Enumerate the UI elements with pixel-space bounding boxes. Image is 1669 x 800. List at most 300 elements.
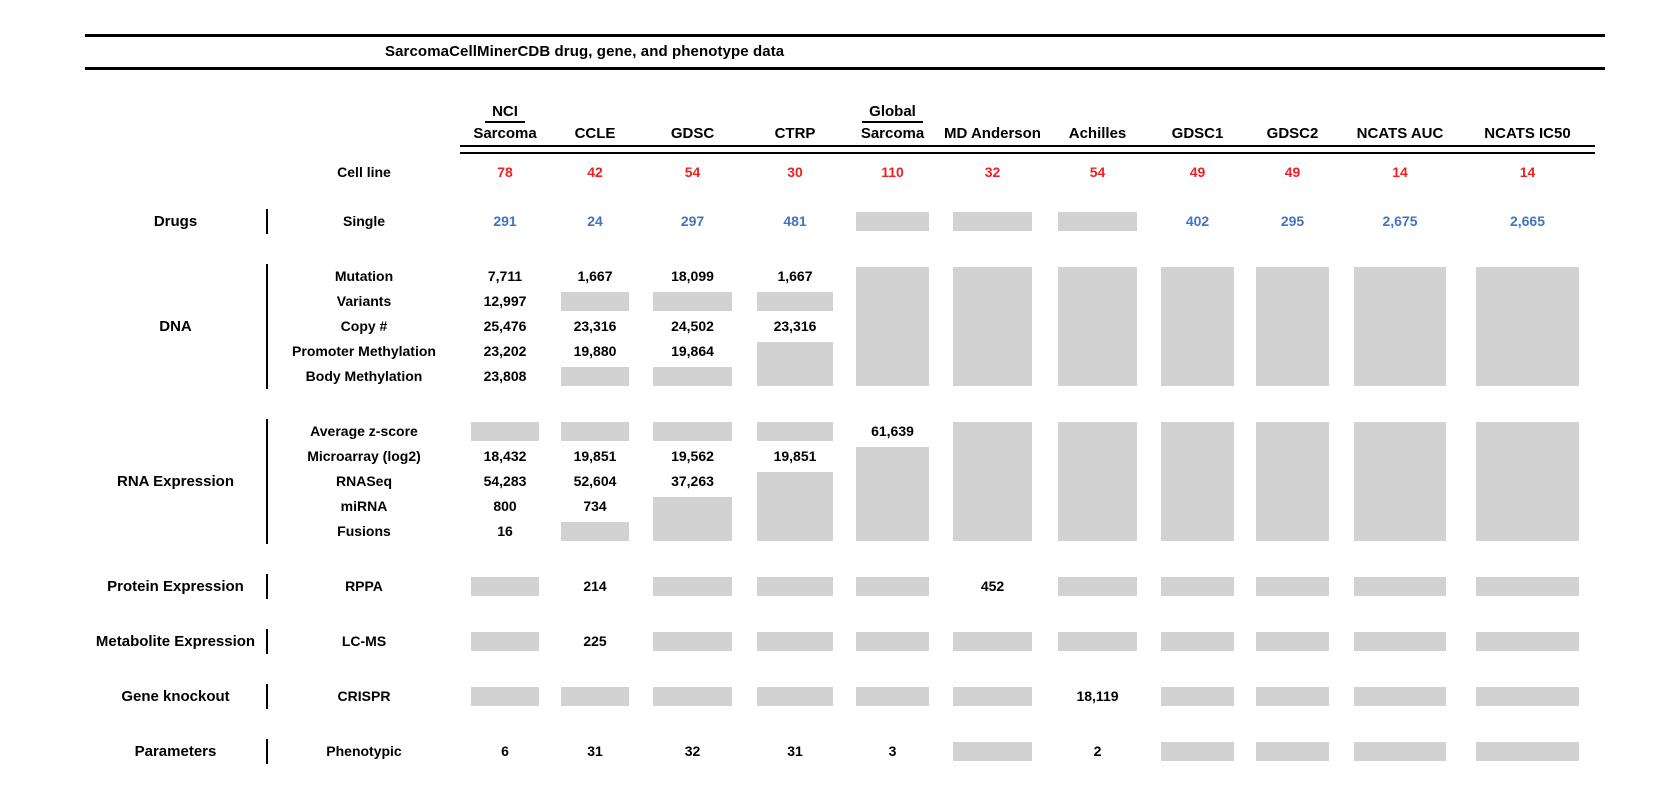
data-value: 49 <box>1189 164 1206 180</box>
missing-data-fill <box>1161 422 1233 541</box>
data-value: 16 <box>497 523 513 539</box>
missing-data-fill <box>757 577 833 596</box>
missing-data-box <box>845 444 940 544</box>
missing-data-box <box>550 419 640 444</box>
data-column <box>745 209 845 234</box>
missing-data-fill <box>561 522 629 541</box>
data-column <box>1340 629 1460 654</box>
data-column <box>550 684 640 709</box>
data-value: 24 <box>587 213 603 229</box>
missing-data-fill <box>1161 742 1233 761</box>
data-value: 78 <box>497 164 513 180</box>
missing-data-box <box>1340 419 1460 544</box>
data-value: 32 <box>684 743 701 759</box>
column-label: Achilles <box>1068 125 1127 142</box>
data-value: 42 <box>587 164 603 180</box>
missing-data-fill <box>653 367 733 386</box>
missing-data-box <box>1150 419 1245 544</box>
data-column <box>940 264 1045 389</box>
missing-data-box <box>640 684 745 709</box>
data-column <box>1460 739 1595 764</box>
missing-data-fill <box>856 577 928 596</box>
missing-data-box <box>745 339 845 389</box>
missing-data-fill <box>653 577 733 596</box>
data-column <box>1340 264 1460 389</box>
column-header-row <box>85 96 1605 154</box>
row-label: CRISPR <box>337 688 391 704</box>
data-column <box>1460 629 1595 654</box>
missing-data-fill <box>1476 632 1579 651</box>
missing-data-fill <box>953 422 1033 541</box>
missing-data-fill <box>1256 267 1328 386</box>
data-column <box>1045 739 1150 764</box>
missing-data-fill <box>757 632 833 651</box>
column-header <box>460 96 550 144</box>
missing-data-fill <box>1354 577 1445 596</box>
data-column <box>745 739 845 764</box>
data-column <box>1150 684 1245 709</box>
missing-data-fill <box>1058 212 1138 231</box>
row-label: RNASeq <box>335 473 392 489</box>
data-column <box>940 419 1045 544</box>
missing-data-fill <box>1354 267 1445 386</box>
data-column <box>845 264 940 389</box>
data-column <box>1045 419 1150 544</box>
data-value: 24,502 <box>671 318 714 334</box>
data-value: 19,851 <box>773 448 817 464</box>
missing-data-fill <box>1161 687 1233 706</box>
data-column <box>1045 629 1150 654</box>
data-column <box>460 209 550 234</box>
missing-data-fill <box>856 687 928 706</box>
column-header <box>940 96 1045 144</box>
data-column <box>640 419 745 544</box>
data-column <box>940 574 1045 599</box>
data-column <box>745 629 845 654</box>
data-column <box>1340 739 1460 764</box>
data-column <box>460 629 550 654</box>
missing-data-box <box>640 629 745 654</box>
column-header <box>550 96 640 144</box>
section-gene-knockout <box>85 680 1605 713</box>
data-column <box>640 684 745 709</box>
missing-data-fill <box>757 472 833 541</box>
missing-data-box <box>1340 684 1460 709</box>
missing-data-box <box>550 519 640 544</box>
data-column <box>1340 684 1460 709</box>
data-value: 110 <box>881 164 904 180</box>
missing-data-box <box>460 684 550 709</box>
column-header <box>845 96 940 144</box>
missing-data-box <box>640 494 745 544</box>
data-column <box>640 574 745 599</box>
data-value: 23,808 <box>483 368 527 384</box>
data-value: 54 <box>1089 164 1106 180</box>
data-value: 37,263 <box>671 473 714 489</box>
missing-data-fill <box>471 687 539 706</box>
data-value: 14 <box>1519 164 1536 180</box>
figure-table <box>85 0 1605 768</box>
row-label: Microarray (log2) <box>307 448 421 464</box>
row-label: Phenotypic <box>326 743 402 759</box>
column-label: NCATS AUC <box>1356 125 1444 142</box>
data-sections <box>85 205 1605 768</box>
row-label: Fusions <box>337 523 391 539</box>
data-value: 225 <box>583 633 607 649</box>
row-label: RPPA <box>345 578 383 594</box>
missing-data-fill <box>1354 422 1445 541</box>
category-label: Gene knockout <box>85 684 268 709</box>
missing-data-fill <box>471 577 539 596</box>
data-column <box>1460 684 1595 709</box>
missing-data-box <box>1045 629 1150 654</box>
missing-data-box <box>1245 629 1340 654</box>
data-value: 2,665 <box>1509 213 1546 229</box>
missing-data-box <box>1150 629 1245 654</box>
missing-data-box <box>745 419 845 444</box>
missing-data-box <box>845 209 940 234</box>
title-band <box>85 34 1605 70</box>
column-label: Sarcoma <box>860 125 925 142</box>
missing-data-fill <box>1256 632 1328 651</box>
missing-data-box <box>640 364 745 389</box>
data-column <box>1150 209 1245 234</box>
column-header <box>745 96 845 144</box>
missing-data-fill <box>1058 267 1138 386</box>
data-column <box>1460 574 1595 599</box>
missing-data-box <box>845 629 940 654</box>
data-column <box>1245 684 1340 709</box>
column-label: NCATS IC50 <box>1484 125 1571 142</box>
missing-data-box <box>1340 574 1460 599</box>
missing-data-box <box>640 289 745 314</box>
missing-data-fill <box>757 422 833 441</box>
data-column <box>940 684 1045 709</box>
missing-data-box <box>1460 574 1595 599</box>
data-value: 295 <box>1280 213 1305 229</box>
missing-data-box <box>1045 574 1150 599</box>
data-column <box>640 209 745 234</box>
data-column <box>1150 739 1245 764</box>
data-value: 7,711 <box>487 268 523 284</box>
column-label: CCLE <box>574 125 616 142</box>
missing-data-fill <box>1476 687 1579 706</box>
missing-data-fill <box>1354 632 1445 651</box>
missing-data-box <box>745 469 845 544</box>
column-group-label: NCI <box>485 103 525 123</box>
missing-data-fill <box>953 687 1033 706</box>
data-column <box>845 739 940 764</box>
row-label: Body Methylation <box>305 368 423 384</box>
missing-data-box <box>1150 264 1245 389</box>
missing-data-fill <box>856 212 928 231</box>
column-header <box>1340 96 1460 144</box>
row-label: Single <box>342 213 385 229</box>
data-value: 291 <box>493 213 517 229</box>
section-parameters <box>85 735 1605 768</box>
row-label: Variants <box>336 293 392 309</box>
missing-data-fill <box>561 687 629 706</box>
cell-line-row <box>85 160 1605 185</box>
missing-data-box <box>1245 574 1340 599</box>
data-column <box>845 419 940 544</box>
category-label: RNA Expression <box>85 419 268 544</box>
missing-data-fill <box>653 497 733 541</box>
header-double-rule <box>460 145 1595 154</box>
missing-data-box <box>745 289 845 314</box>
missing-data-fill <box>1161 577 1233 596</box>
data-value: 3 <box>888 743 897 759</box>
data-column <box>1460 264 1595 389</box>
data-value: 481 <box>783 213 807 229</box>
data-column <box>1245 264 1340 389</box>
missing-data-box <box>940 684 1045 709</box>
missing-data-box <box>1460 419 1595 544</box>
data-value: 31 <box>587 743 603 759</box>
missing-data-box <box>1245 264 1340 389</box>
data-column <box>845 574 940 599</box>
missing-data-box <box>1150 574 1245 599</box>
row-label: Mutation <box>334 268 394 284</box>
missing-data-box <box>1245 419 1340 544</box>
missing-data-box <box>745 684 845 709</box>
data-value: 14 <box>1392 164 1408 180</box>
data-value: 52,604 <box>573 473 617 489</box>
data-value: 1,667 <box>577 268 613 284</box>
data-column <box>1150 574 1245 599</box>
data-value: 23,316 <box>773 318 817 334</box>
missing-data-fill <box>757 342 833 386</box>
category-label: Metabolite Expression <box>85 629 268 654</box>
missing-data-box <box>745 574 845 599</box>
missing-data-box <box>845 684 940 709</box>
data-column <box>1460 419 1595 544</box>
data-value: 12,997 <box>483 293 527 309</box>
missing-data-box <box>745 629 845 654</box>
data-column <box>1045 264 1150 389</box>
missing-data-box <box>1340 629 1460 654</box>
missing-data-fill <box>561 422 629 441</box>
data-column <box>940 209 1045 234</box>
data-value: 6 <box>501 743 509 759</box>
data-value: 49 <box>1284 164 1301 180</box>
row-label: Promoter Methylation <box>292 343 436 359</box>
data-value: 297 <box>680 213 705 229</box>
data-value: 734 <box>583 498 607 514</box>
missing-data-box <box>1460 629 1595 654</box>
missing-data-box <box>1045 419 1150 544</box>
category-label: DNA <box>85 264 268 389</box>
missing-data-fill <box>1354 742 1445 761</box>
missing-data-fill <box>1256 422 1328 541</box>
data-value: 19,562 <box>671 448 714 464</box>
column-header <box>640 96 745 144</box>
missing-data-fill <box>1256 577 1328 596</box>
missing-data-box <box>460 629 550 654</box>
missing-data-fill <box>1354 687 1445 706</box>
missing-data-fill <box>561 292 629 311</box>
data-value: 19,880 <box>573 343 617 359</box>
column-label: CTRP <box>774 125 816 142</box>
figure-title: SarcomaCellMinerCDB drug, gene, and phenotype data <box>385 43 785 60</box>
missing-data-box <box>940 209 1045 234</box>
row-label: LC-MS <box>341 633 387 649</box>
data-column <box>550 739 640 764</box>
column-label: Sarcoma <box>473 125 537 142</box>
data-value: 800 <box>493 498 517 514</box>
data-value: 2 <box>1093 743 1102 759</box>
data-column <box>1045 574 1150 599</box>
data-column <box>845 684 940 709</box>
data-column <box>460 739 550 764</box>
data-value: 1,667 <box>777 268 813 284</box>
data-column <box>1150 264 1245 389</box>
data-column <box>1045 209 1150 234</box>
missing-data-box <box>940 629 1045 654</box>
data-column <box>460 264 550 389</box>
data-column <box>640 629 745 654</box>
missing-data-fill <box>1058 422 1138 541</box>
data-value: 25,476 <box>483 318 527 334</box>
missing-data-fill <box>1476 577 1579 596</box>
column-label: GDSC1 <box>1171 125 1224 142</box>
missing-data-box <box>940 264 1045 389</box>
data-value: 30 <box>787 164 803 180</box>
missing-data-box <box>1045 264 1150 389</box>
data-column <box>940 739 1045 764</box>
column-header <box>1245 96 1340 144</box>
missing-data-fill <box>1476 422 1579 541</box>
missing-data-fill <box>471 422 539 441</box>
missing-data-box <box>550 289 640 314</box>
data-column <box>550 264 640 389</box>
column-group-label: Global <box>862 103 923 123</box>
data-value: 54 <box>684 164 701 180</box>
row-label: miRNA <box>340 498 388 514</box>
category-label: Drugs <box>85 209 268 234</box>
data-value: 19,864 <box>671 343 714 359</box>
data-column <box>1340 209 1460 234</box>
missing-data-fill <box>1476 742 1579 761</box>
data-value: 32 <box>984 164 1001 180</box>
section-metabolite-expression <box>85 625 1605 658</box>
missing-data-fill <box>953 742 1033 761</box>
data-column <box>1045 684 1150 709</box>
column-label: MD Anderson <box>944 125 1041 142</box>
data-column <box>640 739 745 764</box>
missing-data-box <box>845 574 940 599</box>
row-label: Average z-score <box>310 423 418 439</box>
data-value: 61,639 <box>871 423 914 439</box>
missing-data-box <box>1150 684 1245 709</box>
missing-data-fill <box>856 267 928 386</box>
data-column <box>460 684 550 709</box>
data-value: 452 <box>980 578 1005 594</box>
data-column <box>550 574 640 599</box>
missing-data-box <box>1245 684 1340 709</box>
section-rna-expression <box>85 415 1605 548</box>
missing-data-box <box>1045 209 1150 234</box>
data-column <box>745 684 845 709</box>
section-protein-expression <box>85 570 1605 603</box>
column-label: GDSC2 <box>1266 125 1319 142</box>
missing-data-box <box>640 419 745 444</box>
missing-data-fill <box>471 632 539 651</box>
missing-data-box <box>1245 739 1340 764</box>
missing-data-box <box>845 264 940 389</box>
data-column <box>1340 574 1460 599</box>
missing-data-box <box>1460 739 1595 764</box>
column-label: GDSC <box>670 125 715 142</box>
missing-data-fill <box>1161 267 1233 386</box>
data-value: 31 <box>787 743 803 759</box>
section-dna <box>85 260 1605 393</box>
missing-data-box <box>550 684 640 709</box>
missing-data-box <box>940 739 1045 764</box>
data-value: 23,316 <box>573 318 617 334</box>
data-value: 2,675 <box>1382 213 1418 229</box>
data-value: 19,851 <box>573 448 617 464</box>
missing-data-box <box>1340 264 1460 389</box>
missing-data-fill <box>953 632 1033 651</box>
missing-data-fill <box>953 267 1033 386</box>
missing-data-fill <box>653 292 733 311</box>
category-label: Parameters <box>85 739 268 764</box>
missing-data-box <box>460 419 550 444</box>
data-column <box>745 264 845 389</box>
missing-data-fill <box>856 447 928 541</box>
data-column <box>845 629 940 654</box>
data-column <box>1245 574 1340 599</box>
data-column <box>745 419 845 544</box>
missing-data-fill <box>561 367 629 386</box>
data-column <box>640 264 745 389</box>
section-drugs <box>85 205 1605 238</box>
missing-data-fill <box>1058 632 1138 651</box>
missing-data-box <box>1150 739 1245 764</box>
missing-data-fill <box>653 422 733 441</box>
missing-data-box <box>1460 684 1595 709</box>
row-label: Cell line <box>337 164 391 180</box>
data-column <box>1150 629 1245 654</box>
missing-data-box <box>460 574 550 599</box>
missing-data-fill <box>757 687 833 706</box>
missing-data-fill <box>757 292 833 311</box>
missing-data-fill <box>653 687 733 706</box>
missing-data-box <box>940 419 1045 544</box>
row-label: Copy # <box>340 318 388 334</box>
data-column <box>1150 419 1245 544</box>
missing-data-fill <box>1476 267 1579 386</box>
data-column <box>550 419 640 544</box>
column-header <box>1460 96 1595 144</box>
data-column <box>550 629 640 654</box>
missing-data-fill <box>1058 577 1138 596</box>
missing-data-fill <box>653 632 733 651</box>
data-value: 402 <box>1185 213 1210 229</box>
missing-data-fill <box>856 632 928 651</box>
data-column <box>940 629 1045 654</box>
category-label: Protein Expression <box>85 574 268 599</box>
data-value: 18,432 <box>483 448 527 464</box>
data-column <box>460 419 550 544</box>
missing-data-box <box>1340 739 1460 764</box>
data-column <box>550 209 640 234</box>
data-column <box>1245 739 1340 764</box>
data-column <box>845 209 940 234</box>
missing-data-box <box>640 574 745 599</box>
data-column <box>460 574 550 599</box>
